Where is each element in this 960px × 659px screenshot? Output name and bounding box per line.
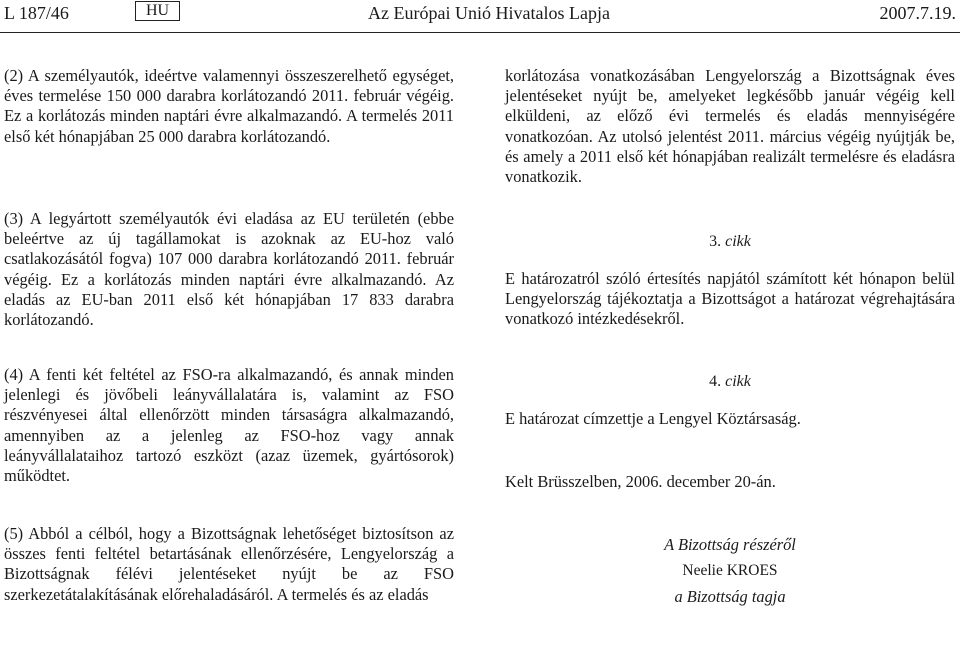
article-4-word: cikk bbox=[725, 373, 751, 390]
paragraph-5: (5) Abból a célból, hogy a Bizottságnak lehetőséget biztosítson az összes fenti feltétel betartásának ellenőrzésére, Lengyelország a Bizottságnak félévi jelentéseket nyújt be az FSO szerkezetátalakításának előrehaladásáról. A termelés és az eladás bbox=[4, 524, 454, 604]
paragraph-3: (3) A legyártott személyautók évi eladása az EU területén (ebbe beleértve az új tagállamokat is azoknak az EU-hoz való csatlakozásától fogva) 107 000 darabra korlátozandó 2011. február végéig. Ez a korlátozás minden naptári évre alkalmazandó. Az eladás az EU-ban 2011 első két hónapjában 17 833 darabra korlátozandó. bbox=[4, 209, 454, 330]
article-3-text: E határozatról szóló értesítés napjától számított két hónapon belül Lengyelország tájékoztatja a Bizottságot a határozat végrehajtására vonatkozó intézkedésekről. bbox=[505, 269, 955, 329]
article-4-number: 4. bbox=[709, 373, 722, 390]
page-reference: L 187/46 bbox=[4, 3, 69, 23]
language-code-badge: HU bbox=[135, 1, 180, 21]
publication-date: 2007.7.19. bbox=[879, 3, 956, 23]
article-4-heading bbox=[505, 373, 955, 391]
paragraph-2: (2) A személyautók, ideértve valamennyi összeszerelhető egységet, éves termelése 150 000 darabra korlátozandó 2011. február végéig. Ez a korlátozás minden naptári évre alkalmazandó. A termelés 2011 első két hónapjában 25 000 darabra korlátozandó. bbox=[4, 66, 454, 146]
paragraph-4: (4) A fenti két feltétel az FSO-ra alkalmazandó, és annak minden jelenlegi és jövőbeli leányvállalatára is, valamint az FSO részvényesei által ellenőrzött minden társaságra alkalmazandó, amennyiben az a jelenleg az FSO-hoz vagy annak leányvállalataihoz tartozó eszközt (azaz üzemek, gyártósorok) működtet. bbox=[4, 365, 454, 486]
article-3-heading bbox=[505, 233, 955, 251]
signatory-role: a Bizottság tagja bbox=[674, 587, 786, 606]
page-header bbox=[0, 0, 960, 30]
header-divider bbox=[0, 32, 960, 33]
article-3-number: 3. bbox=[709, 233, 722, 250]
signatory-name: Neelie KROES bbox=[682, 562, 778, 579]
signature-organisation: A Bizottság részéről bbox=[664, 535, 796, 554]
place-and-date: Kelt Brüsszelben, 2006. december 20-án. bbox=[505, 472, 776, 491]
paragraph-continuation: korlátozása vonatkozásában Lengyelország a Bizottságnak éves jelentéseket nyújt be, amelyeket legkésőbb január végéig kell elküldeni, az előző évi termelés és eladás mennyiségére vonatkozóan. Az utolsó jelentést 2011. március végéig nyújtják be, és amely a 2011 első két hónapjában realizált termelésre és eladásra vonatkozik. bbox=[505, 66, 955, 187]
journal-title: Az Európai Unió Hivatalos Lapja bbox=[368, 3, 610, 23]
article-4-text: E határozat címzettje a Lengyel Köztársaság. bbox=[505, 409, 801, 428]
article-3-word: cikk bbox=[725, 233, 751, 250]
